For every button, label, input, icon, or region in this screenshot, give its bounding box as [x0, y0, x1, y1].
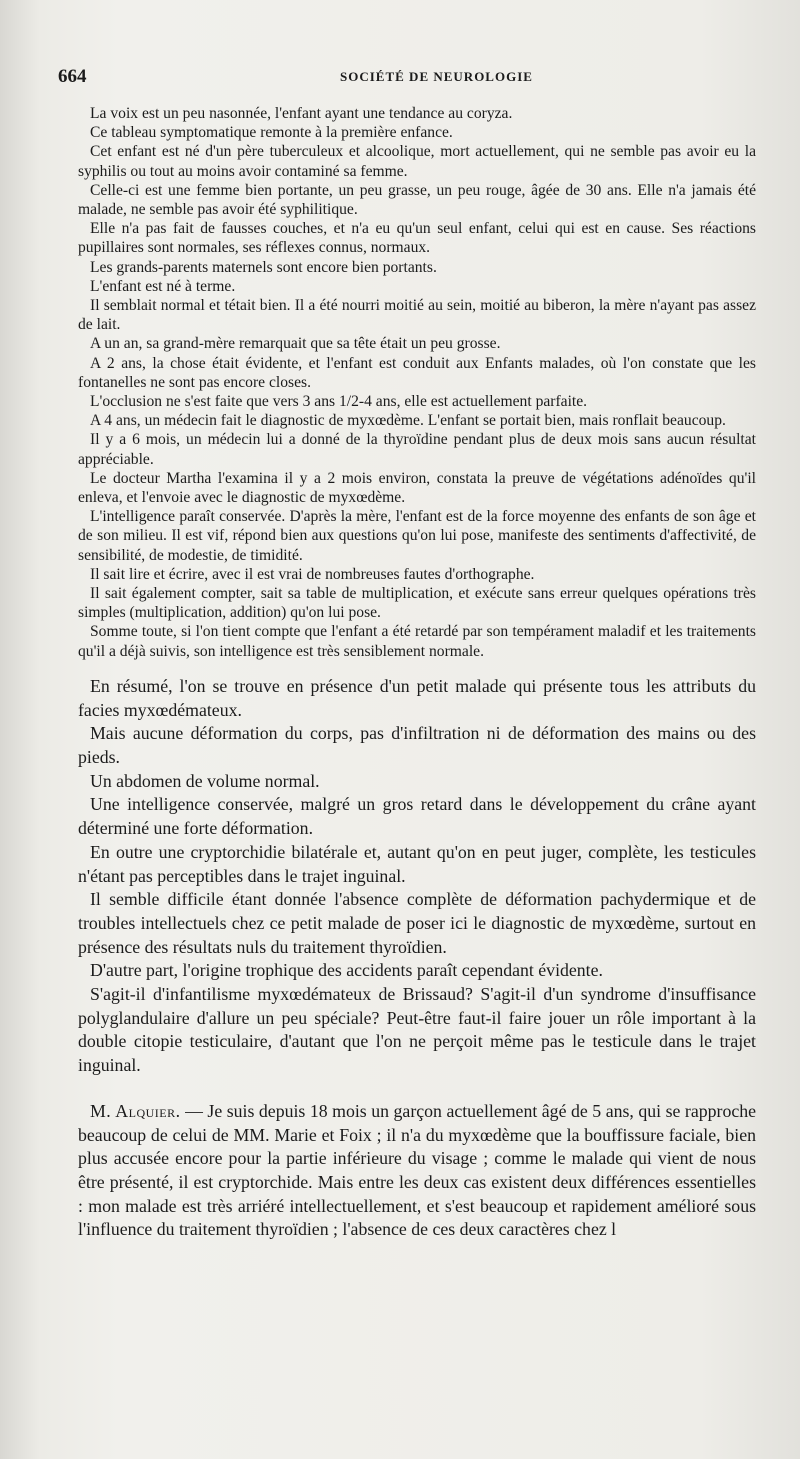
paragraph: L'occlusion ne s'est faite que vers 3 ans 1/2-4 ans, elle est actuellement parfaite. — [90, 393, 588, 411]
paragraph: Il semble difficile étant donnée l'absence complète de déformation pachydermique et de troubles intellectuels chez ce petit malade de poser ici le diagnostic de myxœdème, surtout en présence des résultats nuls du traitement thyroïdien. — [78, 889, 756, 957]
paragraph: Celle-ci est une femme bien portante, un peu grasse, un peu rouge, âgée de 30 ans. Elle n'a jamais été malade, ne semble pas avoir été syphilitique. — [78, 181, 756, 219]
discussion-section — [78, 1100, 756, 1242]
page-header — [58, 66, 760, 90]
paragraph: L'enfant est né à terme. — [90, 277, 236, 295]
page-body — [78, 104, 756, 1242]
paragraph: Somme toute, si l'on tient compte que l'enfant a été retardé par son tempérament maladif et les traitements qu'il a déjà suivis, son intelligence est très sensiblement normale. — [78, 623, 756, 660]
paragraph: D'autre part, l'origine trophique des accidents paraît cependant évidente. — [90, 960, 603, 981]
paragraph: Une intelligence conservée, malgré un gros retard dans le développement du crâne ayant déterminé une forte déformation. — [78, 794, 756, 839]
paragraph: Le docteur Martha l'examina il y a 2 mois environ, constata la preuve de végétations adénoïdes qu'il enleva, et l'envoie avec le diagnostic de myxœdème. — [78, 469, 756, 507]
paragraph: Mais aucune déformation du corps, pas d'infiltration ni de déformation des mains ou des pieds. — [78, 723, 756, 767]
paragraph: A 4 ans, un médecin fait le diagnostic de myxœdème. L'enfant se portait bien, mais ronflait beaucoup. — [90, 412, 726, 430]
summary-section — [78, 675, 756, 1078]
paragraph: Les grands-parents maternels sont encore bien portants. — [90, 258, 437, 276]
paragraph: A 2 ans, la chose était évidente, et l'enfant est conduit aux Enfants malades, où l'on constate que les fontanelles ne sont pas encore closes. — [78, 354, 756, 391]
paragraph: Il y a 6 mois, un médecin lui a donné de la thyroïdine pendant plus de deux mois sans aucun résultat appréciable. — [78, 431, 756, 468]
speaker-name: M. Alquier. — [90, 1100, 181, 1121]
paragraph: Il sait également compter, sait sa table de multiplication, et exécute sans erreur quelques opérations très simples (multiplication, addition) qu'on lui pose. — [78, 585, 756, 622]
speech-text: — Je suis depuis 18 mois un garçon actuellement âgé de 5 ans, qui se rapproche beaucoup de celui de MM. Marie et Foix ; il n'a du myxœdème que la bouffissure faciale, bien plus accusée encore pour la partie inférieure du visage ; comme le malade qui vient de nous être présenté, il est cryptorchide. Mais entre les deux cas existent deux différences essentielles : mon malade est très arriéré intellectuellement, et s'est beaucoup et rapidement amélioré sous l'influence du traitement thyroïdien ; l'absence de ces deux caractères chez l — [78, 1100, 757, 1240]
page-number: 664 — [58, 66, 87, 87]
paragraph: En outre une cryptorchidie bilatérale et, autant qu'on en peut juger, complète, les testicules n'étant pas perceptibles dans le trajet inguinal. — [78, 841, 756, 886]
paragraph: Elle n'a pas fait de fausses couches, et n'a eu qu'un seul enfant, celui qui est en cause. Ses réactions pupillaires sont normales, ses réflexes connus, normaux. — [78, 220, 756, 257]
case-report-section — [78, 104, 756, 661]
paragraph: L'intelligence paraît conservée. D'après la mère, l'enfant est de la force moyenne des enfants de son âge et de son milieu. Il est vif, répond bien aux questions qu'on lui pose, manifeste des sentiments d'affectivité, de sensibilité, de modestie, de timidité. — [78, 508, 756, 564]
discussion-paragraph — [78, 1100, 756, 1242]
paragraph: S'agit-il d'infantilisme myxœdémateux de Brissaud? S'agit-il d'un syndrome d'insuffisance polyglandulaire d'allure un peu spéciale? Peut-être faut-il faire jouer un rôle important à la double citopie testiculaire, d'autant que l'on ne perçoit même pas le testicule dans le trajet inguinal. — [78, 984, 756, 1076]
paragraph: Un abdomen de volume normal. — [90, 770, 320, 791]
running-head: SOCIÉTÉ DE NEUROLOGIE — [340, 69, 533, 84]
paragraph: Il sait lire et écrire, avec il est vrai de nombreuses fautes d'orthographe. — [90, 565, 535, 583]
paragraph: Il semblait normal et tétait bien. Il a été nourri moitié au sein, moitié au biberon, la mère n'ayant pas assez de lait. — [78, 297, 756, 334]
paragraph: En résumé, l'on se trouve en présence d'un petit malade qui présente tous les attributs du facies myxœdémateux. — [78, 675, 756, 720]
paragraph: A un an, sa grand-mère remarquait que sa tête était un peu grosse. — [90, 335, 501, 353]
paragraph: Cet enfant est né d'un père tuberculeux et alcoolique, mort actuellement, qui ne semble pas avoir eu la syphilis ou tout au moins avoir contaminé sa femme. — [78, 143, 756, 180]
paragraph: La voix est un peu nasonnée, l'enfant ayant une tendance au coryza. — [90, 105, 513, 122]
paragraph: Ce tableau symptomatique remonte à la première enfance. — [90, 124, 453, 142]
